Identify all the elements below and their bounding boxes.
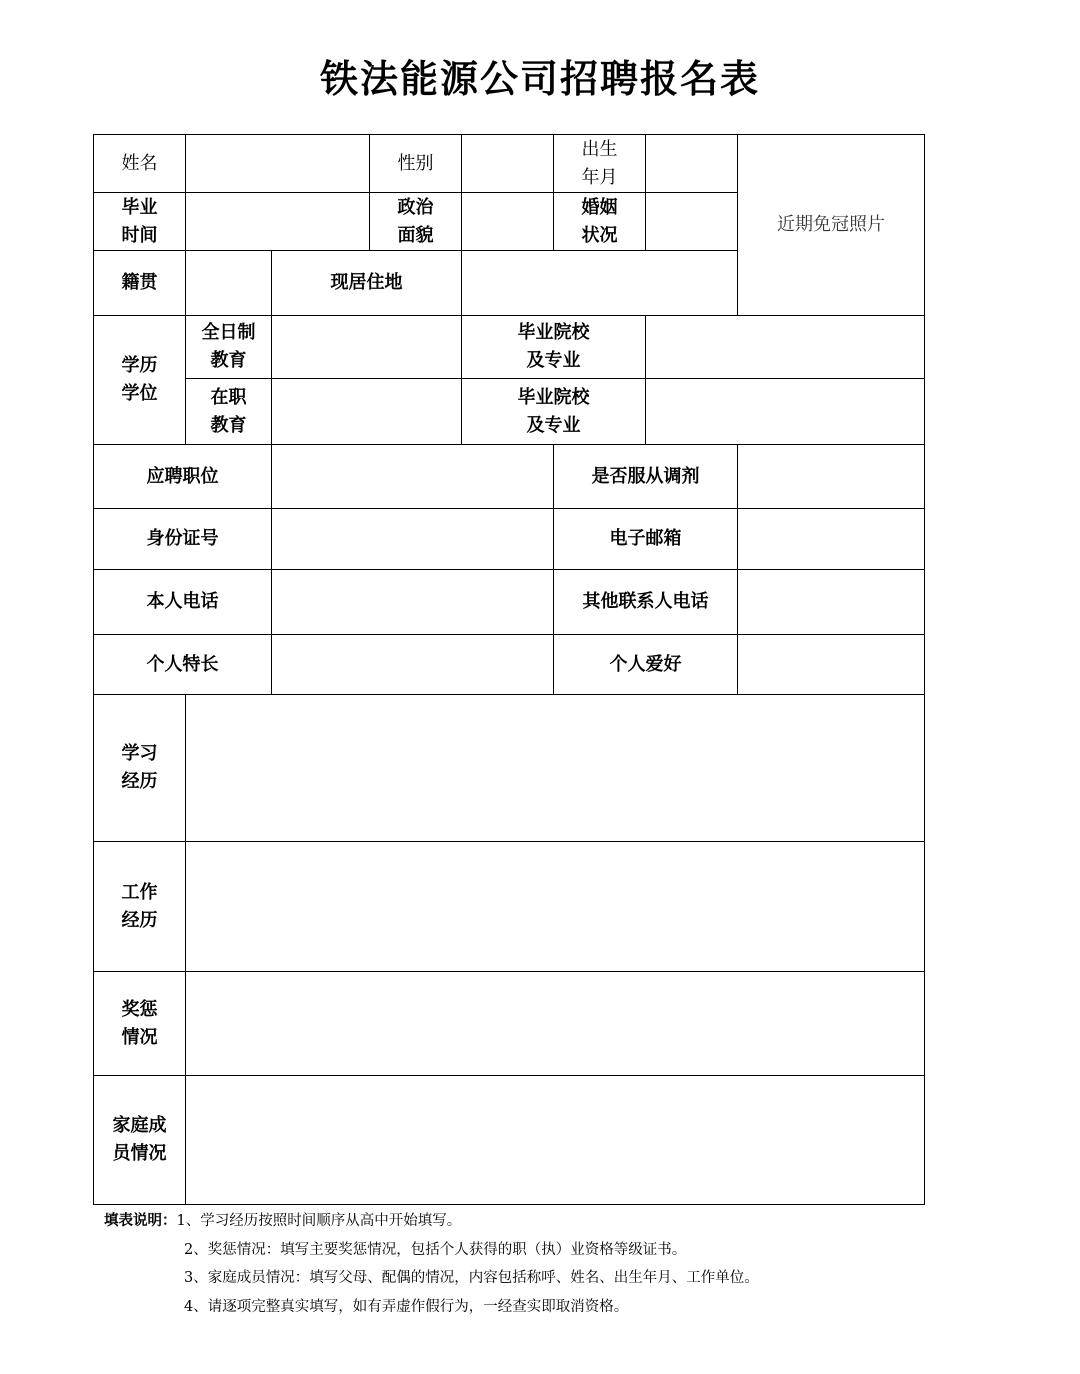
other-phone-input[interactable] [738,570,925,635]
instructions-heading: 填表说明： [104,1212,177,1229]
photo-box[interactable] [738,135,925,316]
study-history-input[interactable] [186,695,925,842]
residence-label: 现居住地 [272,251,462,316]
political-status-input[interactable] [462,193,554,251]
gender-input[interactable] [462,135,554,193]
marital-status-label: 婚姻 状况 [554,193,646,251]
name-input[interactable] [186,135,370,193]
photo-label: 近期免冠照片 [777,214,885,235]
phone-input[interactable] [272,570,554,635]
awards-input[interactable] [186,972,925,1076]
page-title: 铁法能源公司招聘报名表 [319,57,760,101]
graduation-time-label: 毕业 时间 [94,193,186,251]
specialty-label: 个人特长 [94,635,272,695]
work-history-label: 工作 经历 [94,842,186,972]
residence-input[interactable] [462,251,738,316]
fulltime-school-input[interactable] [646,316,925,379]
adjust-input[interactable] [738,445,925,509]
native-place-input[interactable] [186,251,272,316]
email-input[interactable] [738,509,925,570]
inservice-education-label: 在职 教育 [186,379,272,445]
education-degree-label: 学历 学位 [94,316,186,445]
fulltime-education-label: 全日制 教育 [186,316,272,379]
gender-label: 性别 [370,135,462,193]
adjust-label: 是否服从调剂 [554,445,738,509]
graduation-time-input[interactable] [186,193,370,251]
instruction-line [104,1207,759,1236]
inservice-school-label: 毕业院校 及专业 [462,379,646,445]
birth-input[interactable] [646,135,738,193]
inservice-school-input[interactable] [646,379,925,445]
specialty-input[interactable] [272,635,554,695]
instruction-item: 3、家庭成员情况：填写父母、配偶的情况，内容包括称呼、姓名、出生年月、工作单位。 [184,1270,759,1286]
name-label: 姓名 [94,135,186,193]
phone-label: 本人电话 [94,570,272,635]
inservice-education-input[interactable] [272,379,462,445]
other-phone-label: 其他联系人电话 [554,570,738,635]
id-number-input[interactable] [272,509,554,570]
hobby-input[interactable] [738,635,925,695]
fulltime-education-input[interactable] [272,316,462,379]
family-input[interactable] [186,1076,925,1205]
id-number-label: 身份证号 [94,509,272,570]
fill-instructions [104,1207,759,1321]
instruction-item: 2、奖惩情况：填写主要奖惩情况，包括个人获得的职（执）业资格等级证书。 [184,1241,687,1258]
registration-form-table [93,134,925,1205]
birth-label: 出生 年月 [554,135,646,193]
hobby-label: 个人爱好 [554,635,738,695]
marital-status-input[interactable] [646,193,738,251]
family-label: 家庭成 员情况 [94,1076,186,1205]
instruction-item: 1、学习经历按照时间顺序从高中开始填写。 [176,1213,462,1229]
political-status-label: 政治 面貌 [370,193,462,251]
work-history-input[interactable] [186,842,925,972]
study-history-label: 学习 经历 [94,695,186,842]
position-label: 应聘职位 [94,445,272,509]
fulltime-school-label: 毕业院校 及专业 [462,316,646,379]
native-place-label: 籍贯 [94,251,186,316]
instruction-item: 4、请逐项完整真实填写，如有弄虚作假行为，一经查实即取消资格。 [184,1298,629,1315]
position-input[interactable] [272,445,554,509]
email-label: 电子邮箱 [554,509,738,570]
awards-label: 奖惩 情况 [94,972,186,1076]
